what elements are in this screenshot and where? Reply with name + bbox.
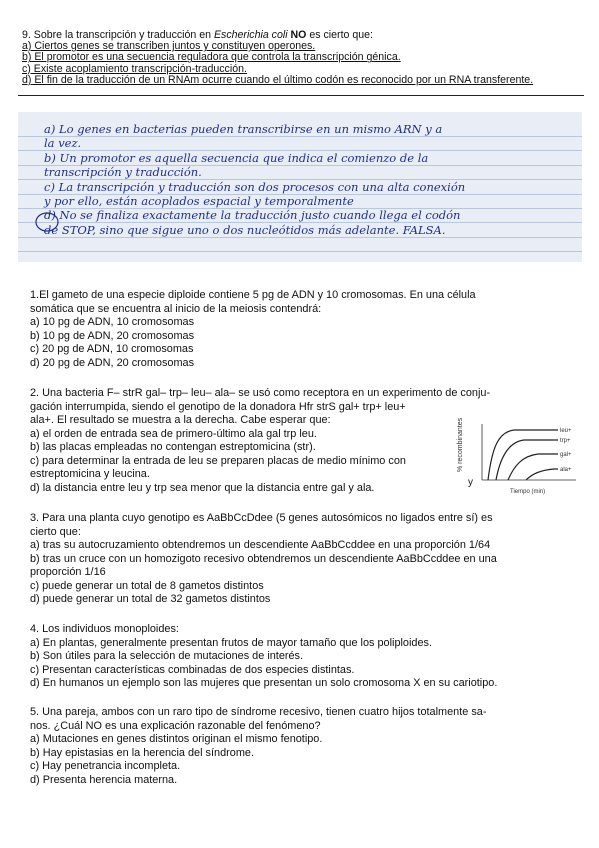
series-leu-line: [488, 430, 558, 480]
question-3-line: 3. Para una planta cuyo genotipo es AaBbCcDdee (5 genes autosómicos no ligados entre sí) es: [30, 512, 493, 524]
question-9-option-a: a) Ciertos genes se transcriben juntos y constituyen operones.: [22, 40, 316, 53]
chart-xlabel: Tiempo (min): [510, 489, 546, 495]
conjugation-chart: [458, 418, 588, 500]
question-9-option-c: c) Existe acoplamiento transcripción-traducción.: [22, 62, 247, 75]
question-2-line: b) las placas empleadas no contengan estreptomicina (str).: [30, 441, 316, 453]
series-ala-line: [526, 469, 558, 480]
question-4-line: a) En plantas, generalmente presentan frutos de mayor tamaño que los poliploides.: [30, 636, 432, 649]
divider: [18, 95, 584, 96]
chart-ylabel: % recombinantes: [457, 417, 464, 472]
hand-line: la vez.: [44, 136, 82, 151]
series-label: trp+: [560, 438, 571, 444]
question-4-line: d) En humanos un ejemplo son las mujeres que presentan un solo cromosoma X en su cariotipo.: [30, 677, 498, 689]
handwritten-answer: [18, 112, 582, 262]
hand-line: y por ello, están acoplados espacial y temporalmente: [44, 194, 354, 209]
hand-line: d) No se finaliza exactamente la traducción justo cuando llega el codón: [44, 208, 461, 223]
hand-line: c) La transcripción y traducción son dos procesos con una alta conexión: [44, 179, 466, 194]
question-1-line: c) 20 pg de ADN, 10 cromosomas: [30, 343, 194, 355]
question-1-line: d) 20 pg de ADN, 20 cromosomas: [30, 356, 195, 369]
question-4-line: c) Presentan características combinadas de dos especies distintas.: [30, 663, 355, 676]
question-5-line: a) Mutaciones en genes distintos originan el mismo fenotipo.: [30, 733, 323, 745]
question-5-line: d) Presenta herencia materna.: [30, 773, 178, 786]
question-5: [30, 706, 575, 787]
series-label: ala+: [560, 467, 572, 473]
hand-line: transcripción y traducción.: [44, 165, 202, 180]
question-3-line: a) tras su autocruzamiento obtendremos un descendiente AaBbCcddee en una proporción 1/64: [30, 539, 491, 551]
chart-y-letter: y: [468, 477, 473, 488]
hand-line: de STOP, sino que sigue uno o dos nucleótidos más adelante. FALSA.: [44, 222, 446, 237]
question-1-line: a) 10 pg de ADN, 10 cromosomas: [30, 316, 195, 328]
question-1: [30, 289, 575, 370]
question-5-line: 5. Una pareja, ambos con un raro tipo de síndrome recesivo, tienen cuatro hijos totalmente sa-: [30, 706, 487, 718]
series-trp-line: [496, 440, 558, 480]
question-3-line: proporción 1/16: [30, 566, 106, 578]
question-2-line: gación interrumpida, siendo el genotipo de la donadora Hfr strS gal+ trp+ leu+: [30, 400, 406, 413]
question-1-line: 1.El gameto de una especie diploide contiene 5 pg de ADN y 10 cromosomas. En una célula: [30, 289, 476, 301]
question-3-line: c) puede generar un total de 8 gametos distintos: [30, 579, 264, 592]
question-2-line: d) la distancia entre leu y trp sea menor que la distancia entre gal y ala.: [30, 481, 375, 494]
question-9-stem: 9. Sobre la transcripción y traducción en Escherichia coli NO es cierto que:: [22, 29, 373, 41]
question-1-line: b) 10 pg de ADN, 20 cromosomas: [30, 329, 195, 342]
question-9: [22, 30, 572, 86]
question-2-line: 2. Una bacteria F– strR gal– trp– leu– ala– se usó como receptora en un experimento de conju-: [30, 387, 491, 399]
question-9-option-b: b) El promotor es una secuencia reguladora que controla la transcripción génica.: [22, 51, 401, 64]
series-label: gal+: [560, 452, 572, 458]
handwritten-text: [44, 122, 574, 237]
question-9-option-d: d) El fin de la traducción de un RNAm ocurre cuando el último codón es reconocido por un RNA transferente.: [22, 73, 534, 86]
question-5-line: nos. ¿Cuál NO es una explicación razonable del fenómeno?: [30, 719, 321, 732]
question-5-line: b) Hay epistasias en la herencia del síndrome.: [30, 746, 254, 759]
question-5-line: c) Hay penetrancia incompleta.: [30, 760, 181, 772]
question-4-line: b) Son útiles para la selección de mutaciones de interés.: [30, 650, 304, 662]
question-4: [30, 623, 575, 691]
question-3-line: d) puede generar un total de 32 gametos distintos: [30, 593, 271, 605]
series-gal-line: [508, 454, 558, 480]
question-2-line: a) el orden de entrada sea de primero-último ala gal trp leu.: [30, 427, 317, 440]
hand-line: a) Lo genes en bacterias pueden transcribirse en un mismo ARN y a: [44, 122, 443, 136]
question-3-line: b) tras un cruce con un homozigoto recesivo obtendremos un descendiente AaBbCcddee en una: [30, 552, 497, 565]
series-label: leu+: [560, 428, 572, 434]
question-3: [30, 512, 575, 607]
question-2-line: estreptomicina y leucina.: [30, 468, 150, 480]
question-4-line: 4. Los individuos monoploides:: [30, 623, 179, 635]
hand-line: b) Un promotor es aquella secuencia que indica el comienzo de la: [44, 150, 429, 165]
question-3-line: cierto que:: [30, 525, 81, 538]
question-2-line: ala+. El resultado se muestra a la derecha. Cabe esperar que:: [30, 414, 331, 426]
question-1-line: somática que se encuentra al inicio de la meiosis contendrá:: [30, 302, 322, 315]
question-2-line: c) para determinar la entrada de leu se preparen placas de medio mínimo con: [30, 454, 406, 467]
